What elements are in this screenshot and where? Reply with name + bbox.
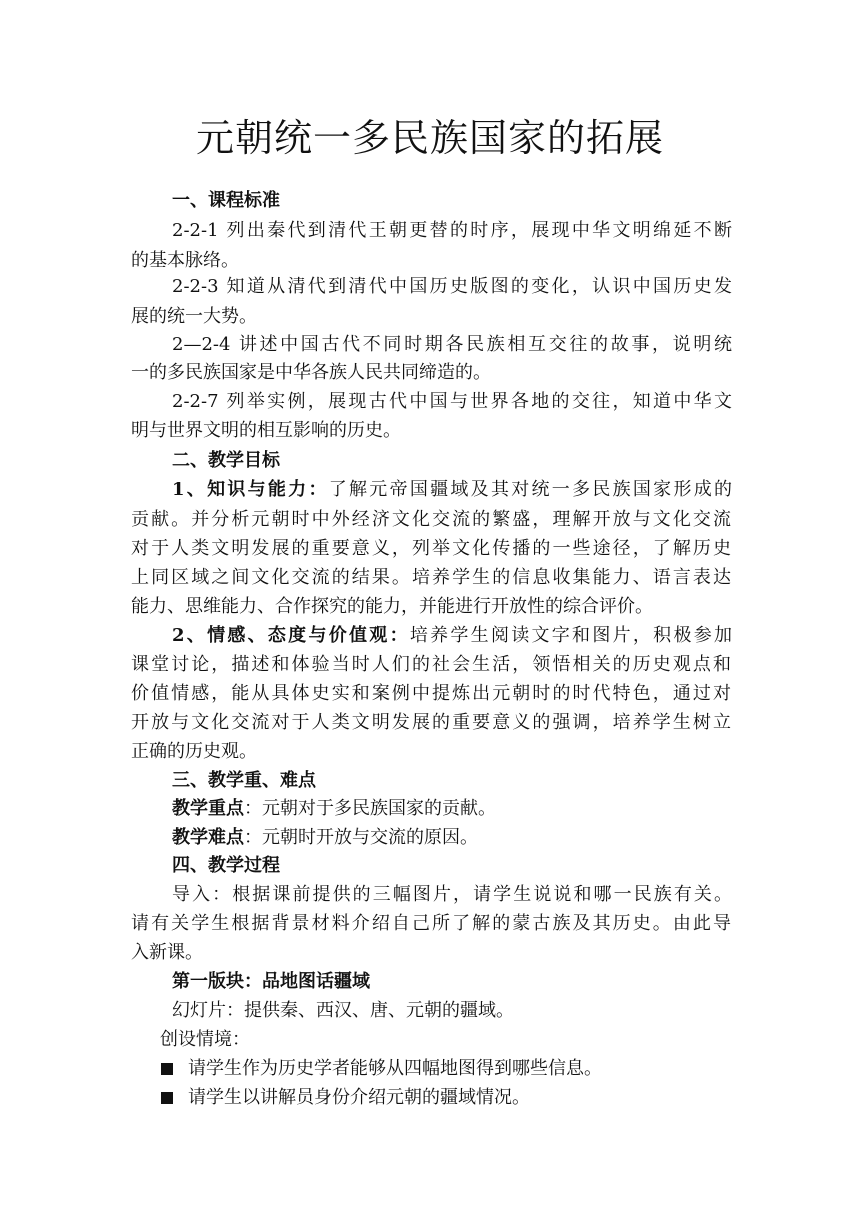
key-point-line <box>172 794 732 824</box>
square-bullet-icon <box>161 1092 173 1104</box>
goal-emotion-line1 <box>172 621 732 651</box>
goal-knowledge-line1 <box>172 475 732 505</box>
goal-emotion-line3: 价值情感，能从具体史实和案例中提炼出元朝时的时代特色，通过对 <box>131 683 731 704</box>
standard-2-2-7-line2: 明与世界文明的相互影响的历史。 <box>131 420 401 441</box>
goal-emotion-line5: 正确的历史观。 <box>131 741 257 762</box>
goal-knowledge-line4: 上同区域之间文化交流的结果。培养学生的信息收集能力、语言表达 <box>131 567 731 588</box>
difficult-point-line <box>172 823 732 853</box>
key-point-label: 教学重点 <box>172 798 244 819</box>
difficult-point-text: ：元朝时开放与交流的原因。 <box>244 827 478 848</box>
standard-2-2-1-line2: 的基本脉络。 <box>131 250 239 271</box>
goal-knowledge-label: 1、知识与能力： <box>172 479 329 500</box>
goal-emotion-line4: 开放与文化交流对于人类文明发展的重要意义的强调，培养学生树立 <box>131 712 731 733</box>
block1-heading: 第一版块：品地图话疆域 <box>172 971 370 992</box>
slides-line: 幻灯片：提供秦、西汉、唐、元朝的疆域。 <box>172 1000 514 1021</box>
square-bullet-icon <box>161 1063 173 1075</box>
key-point-text: ：元朝对于多民族国家的贡献。 <box>244 798 496 819</box>
standard-2-2-4-line2: 一的多民族国家是中华各族人民共同缔造的。 <box>131 362 491 383</box>
goal-knowledge-line3: 对于人类文明发展的重要意义，列举文化传播的一些途径，了解历史 <box>131 538 731 559</box>
goal-emotion-line2: 课堂讨论，描述和体验当时人们的社会生活，领悟相关的历史观点和 <box>131 654 731 675</box>
document-title: 元朝统一多民族国家的拓展 <box>195 116 664 160</box>
intro-line1: 导入：根据课前提供的三幅图片，请学生说说和哪一民族有关。 <box>172 884 732 905</box>
standard-2-2-3-line1: 2-2-3 知道从清代到清代中国历史版图的变化，认识中国历史发 <box>172 276 732 297</box>
goal-knowledge-text: 了解元帝国疆域及其对统一多民族国家形成的 <box>328 479 732 500</box>
standard-2-2-1-line1: 2-2-1 列出秦代到清代王朝更替的时序，展现中华文明绵延不断 <box>172 220 732 241</box>
scenario-label: 创设情境： <box>160 1029 250 1050</box>
standard-2-2-7-line1: 2-2-7 列举实例，展现古代中国与世界各地的交往，知道中华文 <box>172 391 732 412</box>
bullet-item: 请学生以讲解员身份介绍元朝的疆域情况。 <box>188 1087 530 1108</box>
standard-2-2-4-line1: 2—2-4 讲述中国古代不同时期各民族相互交往的故事，说明统 <box>172 334 732 355</box>
goal-emotion-text: 培养学生阅读文字和图片，积极参加 <box>409 625 732 646</box>
difficult-point-label: 教学难点 <box>172 827 244 848</box>
goal-knowledge-line5: 能力、思维能力、合作探究的能力，并能进行开放性的综合评价。 <box>131 596 653 617</box>
bullet-item: 请学生作为历史学者能够从四幅地图得到哪些信息。 <box>188 1058 602 1079</box>
standard-2-2-3-line2: 展的统一大势。 <box>131 306 257 327</box>
section-heading-teaching-process: 四、教学过程 <box>172 855 280 876</box>
section-heading-key-difficult-points: 三、教学重、难点 <box>172 770 316 791</box>
intro-line3: 入新课。 <box>131 942 203 963</box>
section-heading-course-standards: 一、课程标准 <box>172 190 280 211</box>
intro-line2: 请有关学生根据背景材料介绍自己所了解的蒙古族及其历史。由此导 <box>131 913 731 934</box>
goal-emotion-label: 2、情感、态度与价值观： <box>172 625 410 646</box>
goal-knowledge-line2: 贡献。并分析元朝时中外经济文化交流的繁盛，理解开放与文化交流 <box>131 509 731 530</box>
section-heading-teaching-goals: 二、教学目标 <box>172 450 280 471</box>
